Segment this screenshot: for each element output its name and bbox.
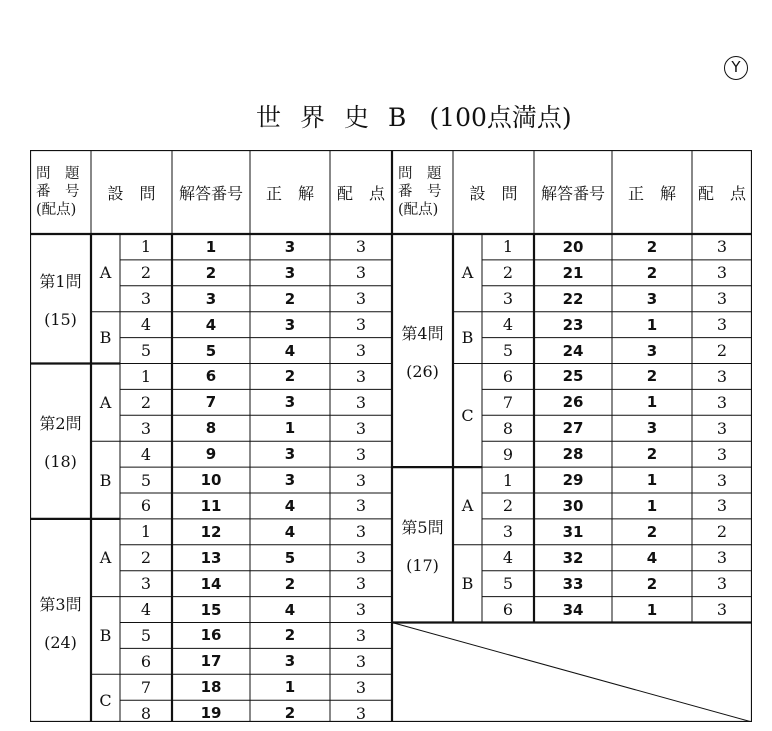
page-title <box>256 98 572 134</box>
correct-answer: 5 <box>284 548 296 567</box>
points-value: 3 <box>355 625 367 645</box>
header-points: 配 点 <box>697 183 746 203</box>
points-value: 3 <box>355 496 367 516</box>
points-value: 3 <box>355 677 367 697</box>
correct-answer: 1 <box>646 496 658 515</box>
title-char: B <box>388 103 407 132</box>
group-points: (26) <box>406 361 439 381</box>
question-number: 3 <box>140 289 152 309</box>
version-marker: Y <box>724 56 748 80</box>
section-label: A <box>99 392 112 412</box>
points-value: 3 <box>355 470 367 490</box>
section-label: B <box>461 328 474 348</box>
question-number: 9 <box>502 444 514 464</box>
title-subtitle: (100点満点) <box>429 103 572 132</box>
answer-number: 3 <box>205 289 217 308</box>
answer-number: 1 <box>205 237 217 256</box>
title-char: 史 <box>344 103 370 132</box>
correct-answer: 1 <box>646 471 658 490</box>
answer-number: 12 <box>200 522 222 541</box>
correct-answer: 3 <box>284 315 296 334</box>
points-value: 3 <box>355 651 367 671</box>
answer-number: 20 <box>562 237 584 256</box>
question-number: 6 <box>502 600 514 620</box>
correct-answer: 3 <box>284 393 296 412</box>
question-number: 1 <box>140 366 152 386</box>
question-number: 7 <box>140 677 152 697</box>
correct-answer: 3 <box>646 419 658 438</box>
answer-number: 32 <box>562 548 584 567</box>
answer-number: 24 <box>562 341 584 360</box>
question-number: 5 <box>140 625 152 645</box>
answer-number: 27 <box>562 419 584 438</box>
question-number: 3 <box>502 289 514 309</box>
section-label: B <box>99 470 112 490</box>
points-value: 3 <box>355 341 367 361</box>
answer-number: 5 <box>205 341 217 360</box>
header-question-line: 問 題 <box>398 166 442 182</box>
group-label: 第2問 <box>39 414 82 434</box>
group-points: (15) <box>44 309 77 329</box>
answer-number: 25 <box>562 367 584 386</box>
question-number: 1 <box>140 237 152 257</box>
question-number: 4 <box>140 444 152 464</box>
answer-number: 15 <box>200 600 222 619</box>
title-char: 世 <box>256 103 282 132</box>
answer-number: 34 <box>562 600 584 619</box>
correct-answer: 2 <box>284 367 296 386</box>
correct-answer: 3 <box>284 471 296 490</box>
correct-answer: 4 <box>284 522 296 541</box>
question-number: 6 <box>502 366 514 386</box>
question-number: 4 <box>140 315 152 335</box>
points-value: 3 <box>355 574 367 594</box>
points-value: 3 <box>355 392 367 412</box>
answer-number: 13 <box>200 548 222 567</box>
correct-answer: 1 <box>646 600 658 619</box>
answer-number: 2 <box>205 263 217 282</box>
question-number: 1 <box>502 470 514 490</box>
correct-answer: 2 <box>646 367 658 386</box>
header-sub-question: 設 問 <box>469 183 518 203</box>
correct-answer: 2 <box>646 263 658 282</box>
answer-number: 30 <box>562 496 584 515</box>
correct-answer: 1 <box>284 419 296 438</box>
section-label: B <box>99 625 112 645</box>
question-number: 2 <box>502 263 514 283</box>
correct-answer: 3 <box>284 237 296 256</box>
points-value: 3 <box>716 392 728 412</box>
points-value: 3 <box>716 574 728 594</box>
answer-number: 17 <box>200 652 222 671</box>
answer-number: 16 <box>200 626 222 645</box>
points-value: 3 <box>716 315 728 335</box>
answer-number: 14 <box>200 574 222 593</box>
correct-answer: 1 <box>646 315 658 334</box>
header-correct-answer: 正 解 <box>627 183 676 203</box>
header-question-line: (配点) <box>398 202 439 218</box>
group-points: (24) <box>44 633 77 653</box>
question-number: 5 <box>140 341 152 361</box>
points-value: 3 <box>716 237 728 257</box>
question-group <box>30 234 91 364</box>
group-label: 第5問 <box>401 517 444 537</box>
answer-number: 10 <box>200 471 222 490</box>
points-value: 3 <box>355 600 367 620</box>
question-number: 3 <box>502 522 514 542</box>
points-value: 3 <box>355 263 367 283</box>
points-value: 3 <box>716 600 728 620</box>
answer-number: 33 <box>562 574 584 593</box>
question-number: 3 <box>140 418 152 438</box>
question-number: 2 <box>140 392 152 412</box>
group-points: (17) <box>406 555 439 575</box>
points-value: 3 <box>355 703 367 723</box>
header-question-line: (配点) <box>36 202 77 218</box>
answer-number: 29 <box>562 471 584 490</box>
correct-answer: 2 <box>646 237 658 256</box>
points-value: 3 <box>355 289 367 309</box>
question-number: 5 <box>502 574 514 594</box>
header-points: 配 点 <box>336 183 385 203</box>
question-number: 2 <box>140 548 152 568</box>
answer-number: 4 <box>205 315 217 334</box>
section-label: B <box>99 328 112 348</box>
correct-answer: 2 <box>284 574 296 593</box>
answer-number: 31 <box>562 522 584 541</box>
answer-number: 28 <box>562 445 584 464</box>
points-value: 3 <box>716 548 728 568</box>
answer-number: 8 <box>205 419 217 438</box>
group-points: (18) <box>44 452 77 472</box>
question-group <box>30 519 91 726</box>
correct-answer: 3 <box>646 289 658 308</box>
grid-line <box>392 623 752 723</box>
answer-table <box>30 150 752 722</box>
points-value: 3 <box>716 470 728 490</box>
answer-number: 18 <box>200 678 222 697</box>
correct-answer: 4 <box>284 341 296 360</box>
header-question-number <box>398 150 453 234</box>
correct-answer: 2 <box>646 574 658 593</box>
points-value: 3 <box>716 289 728 309</box>
header-answer-number: 解答番号 <box>540 183 605 203</box>
section-label: B <box>461 574 474 594</box>
header-question-line: 番 号 <box>36 184 80 200</box>
section-label: A <box>99 263 112 283</box>
correct-answer: 3 <box>284 263 296 282</box>
question-number: 5 <box>140 470 152 490</box>
correct-answer: 1 <box>284 678 296 697</box>
answer-number: 23 <box>562 315 584 334</box>
section-label: A <box>461 496 474 516</box>
question-group <box>392 234 453 467</box>
answer-number: 7 <box>205 393 217 412</box>
section-label: C <box>99 690 112 710</box>
points-value: 3 <box>355 522 367 542</box>
answer-number: 22 <box>562 289 584 308</box>
points-value: 3 <box>716 418 728 438</box>
correct-answer: 4 <box>284 496 296 515</box>
question-number: 2 <box>502 496 514 516</box>
points-value: 2 <box>716 522 728 542</box>
correct-answer: 2 <box>646 445 658 464</box>
group-label: 第3問 <box>39 595 82 615</box>
points-value: 2 <box>716 341 728 361</box>
question-group <box>392 467 453 622</box>
points-value: 3 <box>716 444 728 464</box>
question-number: 4 <box>502 315 514 335</box>
question-number: 7 <box>502 392 514 412</box>
correct-answer: 2 <box>284 626 296 645</box>
question-number: 5 <box>502 341 514 361</box>
correct-answer: 3 <box>284 445 296 464</box>
section-label: C <box>461 405 474 425</box>
question-number: 8 <box>140 703 152 723</box>
question-number: 1 <box>502 237 514 257</box>
title-char: 界 <box>300 103 326 132</box>
section-label: A <box>461 263 474 283</box>
question-number: 1 <box>140 522 152 542</box>
question-number: 2 <box>140 263 152 283</box>
answer-number: 21 <box>562 263 584 282</box>
group-label: 第4問 <box>401 323 444 343</box>
answer-number: 9 <box>205 445 217 464</box>
answer-number: 11 <box>200 496 222 515</box>
answer-number: 19 <box>200 704 222 723</box>
answer-number: 6 <box>205 367 217 386</box>
points-value: 3 <box>355 548 367 568</box>
correct-answer: 2 <box>284 289 296 308</box>
header-question-number <box>36 150 91 234</box>
points-value: 3 <box>716 263 728 283</box>
points-value: 3 <box>355 237 367 257</box>
correct-answer: 4 <box>284 600 296 619</box>
question-number: 3 <box>140 574 152 594</box>
correct-answer: 2 <box>646 522 658 541</box>
header-answer-number: 解答番号 <box>178 183 243 203</box>
points-value: 3 <box>355 366 367 386</box>
answer-number: 26 <box>562 393 584 412</box>
correct-answer: 1 <box>646 393 658 412</box>
points-value: 3 <box>716 366 728 386</box>
correct-answer: 3 <box>284 652 296 671</box>
question-number: 6 <box>140 651 152 671</box>
header-correct-answer: 正 解 <box>265 183 314 203</box>
correct-answer: 2 <box>284 704 296 723</box>
question-number: 4 <box>502 548 514 568</box>
points-value: 3 <box>716 496 728 516</box>
question-number: 8 <box>502 418 514 438</box>
points-value: 3 <box>355 315 367 335</box>
section-label: A <box>99 548 112 568</box>
points-value: 3 <box>355 418 367 438</box>
points-value: 3 <box>355 444 367 464</box>
group-label: 第1問 <box>39 271 82 291</box>
correct-answer: 4 <box>646 548 658 567</box>
question-group <box>30 364 91 519</box>
question-number: 6 <box>140 496 152 516</box>
header-question-line: 問 題 <box>36 166 80 182</box>
correct-answer: 3 <box>646 341 658 360</box>
header-sub-question: 設 問 <box>107 183 156 203</box>
question-number: 4 <box>140 600 152 620</box>
header-question-line: 番 号 <box>398 184 442 200</box>
